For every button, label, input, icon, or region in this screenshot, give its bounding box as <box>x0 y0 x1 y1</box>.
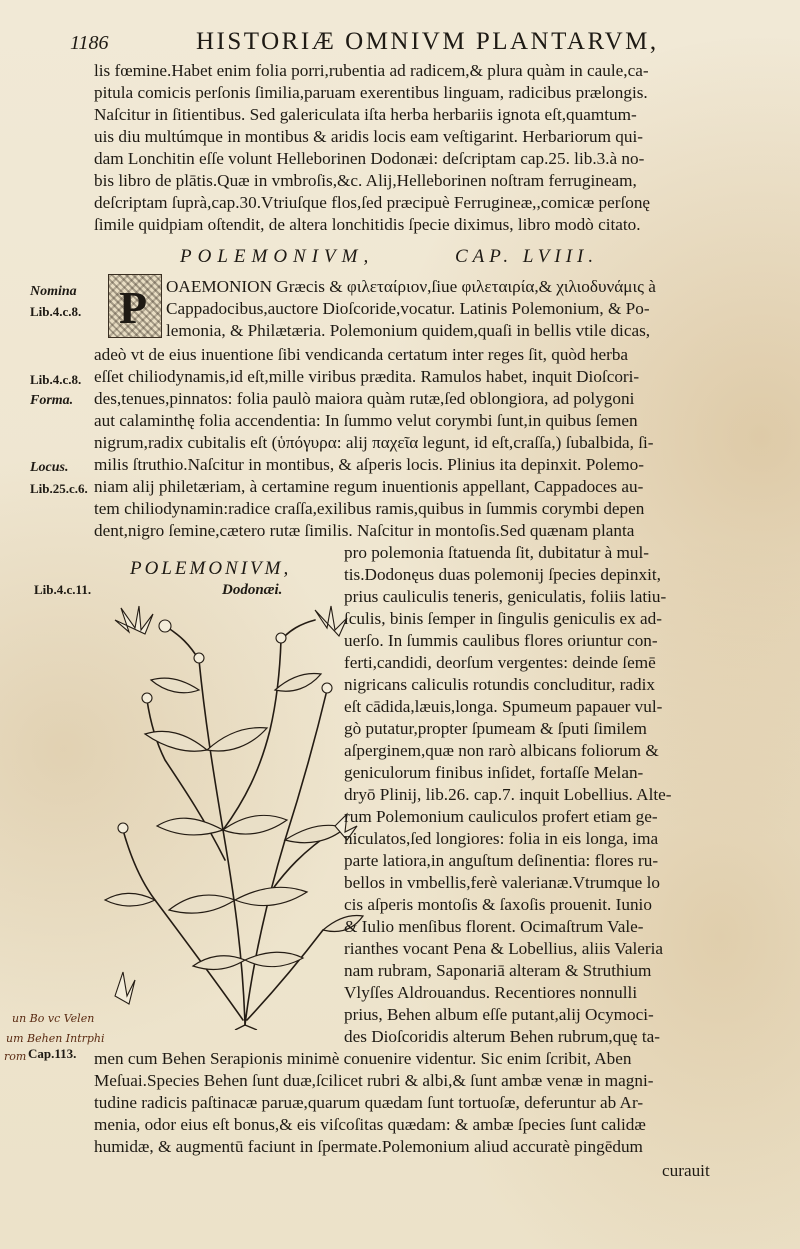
handwritten-note: un Bo vc Velen <box>12 1012 95 1025</box>
text-line: & Iulio menſibus florent. Ocimaſtrum Vale- <box>344 917 644 936</box>
catchword: curauit <box>662 1161 710 1180</box>
handwritten-note: rom <box>4 1050 27 1063</box>
text-line: aut calaminthę folia accendentia: In ſummo velut corymbi ſunt,in quibus ſemen <box>94 411 638 430</box>
text-line: niculatos,ſed longiores: folia in eis longa, ima <box>344 829 659 848</box>
text-line: aſperginem,quæ non rarò albicans foliorum & <box>344 741 659 760</box>
text-line: lis fœmine.Habet enim folia porri,rubentia ad radicem,& plura quàm in caule,ca- <box>94 61 649 80</box>
page-number: 1186 <box>70 32 109 54</box>
text-line: parte latiora,in anguſtum deſinentia: flores ru- <box>344 851 659 870</box>
decorated-initial <box>108 274 162 338</box>
margin-note-ref: Lib.25.c.6. <box>30 481 88 496</box>
chapter-number: CAP. LVIII. <box>454 246 599 267</box>
margin-note-ref: Lib.4.c.8. <box>30 304 82 319</box>
figure-title: POLEMONIVM, <box>130 558 292 579</box>
text-line: tis.Dodonęus duas polemonij ſpecies depinxit, <box>344 565 661 584</box>
text-line: ſimile quidpiam oſtendit, de altera lonchitidis ſpecie diximus, libro modò citato. <box>94 215 641 234</box>
text-line: nigricans caliculis rotundis concluditur, radix <box>344 675 655 694</box>
text-line: niam alij philetæriam, à certamine regum inuentionis appellant, Cappadoces au- <box>94 477 644 496</box>
text-line: menia, odor eius eſt bonus,& eis viſcoſitas quædam: & ambæ ſpecies ſunt calidæ <box>94 1115 646 1134</box>
text-line: OAEMONION Græcis & φιλεταίριον,ſiue φιλεταιρία,& χιλιοδυνάμις à <box>166 277 656 296</box>
text-line: humidæ, & augmentū faciunt in ſpermate.Polemonium aliud accuratè pingēdum <box>94 1137 643 1156</box>
text-line: rum Polemonium cauliculos profert etiam ge- <box>344 807 658 826</box>
text-line: prius, Behen album eſſe putant,alij Ocymoci- <box>344 1005 654 1024</box>
handwritten-note: um Behen Intrphi <box>6 1032 105 1045</box>
text-line: tem chiliodynamin:radice craſſa,exilibus ramis,quibus in ſummis corymbi depen <box>94 499 645 518</box>
margin-note-ref: Lib.4.c.11. <box>34 582 92 597</box>
chapter-title: POLEMONIVM, <box>180 246 375 267</box>
text-line: gò putatur,propter ſpumeam & ſputi ſimilem <box>344 719 647 738</box>
running-head: HISTORIÆ OMNIVM PLANTARVM, <box>196 28 659 55</box>
margin-note-nomina: Nomina <box>30 284 77 299</box>
text-line: uis diu multúmque in montibus & aridis locis eam veſtigarint. Herbariorum qui- <box>94 127 643 146</box>
text-line: cis aſperis montoſis & ſaxoſis prouenit. Iunio <box>344 895 652 914</box>
text-line: des,tenues,pinnatos: folia paulò maiora quàm rutæ,ſed oblongiora, ad polygoni <box>94 389 635 408</box>
text-line: bis libro de plātis.Quæ in vmbroſis,&c. Alij,Helleborinen noſtram ferrugineam, <box>94 171 637 190</box>
text-line: rianthes vocant Pena & Lobellius, aliis Valeria <box>344 939 663 958</box>
text-line: nam rubram, Saponariā alteram & Struthium <box>344 961 652 980</box>
text-line: deſcriptam ſuprà,cap.30.Vtriuſque flos,ſed præcipuè Ferrugineæ,,comicæ perſonę <box>94 193 651 212</box>
plant-illustration <box>95 600 365 1030</box>
text-line: prius cauliculis teneris, geniculatis, foliis latiu- <box>344 587 667 606</box>
text-line: geniculorum finibus inſidet, fortaſſe Melan- <box>344 763 644 782</box>
page-header <box>60 28 740 60</box>
margin-note-ref: Lib.4.c.8. <box>30 372 82 387</box>
chapter-heading <box>180 246 598 268</box>
text-line: eſſet chiliodynamis,id eſt,mille viribus prædita. Ramulos habet, inquit Dioſcori- <box>94 367 640 386</box>
text-line: men cum Behen Serapionis minimè conuenire videntur. Sic enim ſcribit, Aben <box>94 1049 632 1068</box>
text-line: dryō Plinij, lib.26. cap.7. inquit Lobellius. Alte- <box>344 785 672 804</box>
text-line: adeò vt de eius inuentione ſibi vendicanda certatum inter reges ſit, quòd herba <box>94 345 629 364</box>
text-line: bellos in vmbellis,ferè valerianæ.Vtrumque lo <box>344 873 660 892</box>
text-line: Cappadocibus,auctore Dioſcoride,vocatur. Latinis Polemonium, & Po- <box>166 299 650 318</box>
text-line: lemonia, & Philætæria. Polemonium quidem,quaſi in bellis vtile dicas, <box>166 321 651 340</box>
text-line: dam Lonchitin eſſe volunt Helleborinen Dodonæi: deſcriptam cap.25. lib.3.à no- <box>94 149 645 168</box>
text-line: dent,nigro ſemine,cætero rutæ ſimilis. Naſcitur in montoſis.Sed quænam planta <box>94 521 635 540</box>
text-line: des Dioſcoridis alterum Behen rubrum,quę ta- <box>344 1027 660 1046</box>
text-line: tudine radicis paſtinacæ paruæ,quarum quædam ſunt tortuoſæ, deferuntur ab Ar- <box>94 1093 644 1112</box>
initial-letter: P <box>119 282 148 333</box>
text-line: nigrum,radix cubitalis eſt (ὑπόγυρα: alij παχεῖα legunt, id eſt,craſſa,) ſubalbida, ſi- <box>94 433 654 452</box>
margin-note-locus: Locus. <box>30 460 69 475</box>
text-line: ferti,candidi, deorſum vergentes: deinde ſemē <box>344 653 656 672</box>
text-line: Meſuai.Species Behen ſunt duæ,ſcilicet rubri & albi,& ſunt ambæ venæ in magni- <box>94 1071 654 1090</box>
text-line: uerſo. In ſummis caulibus flores oriuntur con- <box>344 631 658 650</box>
text-line: milis ſtruthio.Naſcitur in montibus, & aſperis locis. Plinius ita depinxit. Polemo- <box>94 455 644 474</box>
text-line: pitula comicis perſonis ſimilia,paruam exerentibus linguam, radicibus prælongis. <box>94 83 648 102</box>
text-line: Naſcitur in ſitientibus. Sed galericulata iſta herba herbariis ignota eſt,quamtum- <box>94 105 637 124</box>
text-line: eſt cādida,læuis,longa. Spumeum papauer vul- <box>344 697 663 716</box>
margin-note-ref: Cap.113. <box>28 1046 77 1061</box>
text-line: Vlyſſes Aldrouandus. Recentiores nonnulli <box>344 983 638 1002</box>
margin-note-forma: Forma. <box>30 393 74 408</box>
text-line: pro polemonia ſtatuenda ſit, dubitatur à mul- <box>344 543 650 562</box>
figure-subtitle: Dodonæi. <box>222 582 283 598</box>
text-line: ſculis, binis ſemper in ſingulis geniculis ex ad- <box>344 609 662 628</box>
